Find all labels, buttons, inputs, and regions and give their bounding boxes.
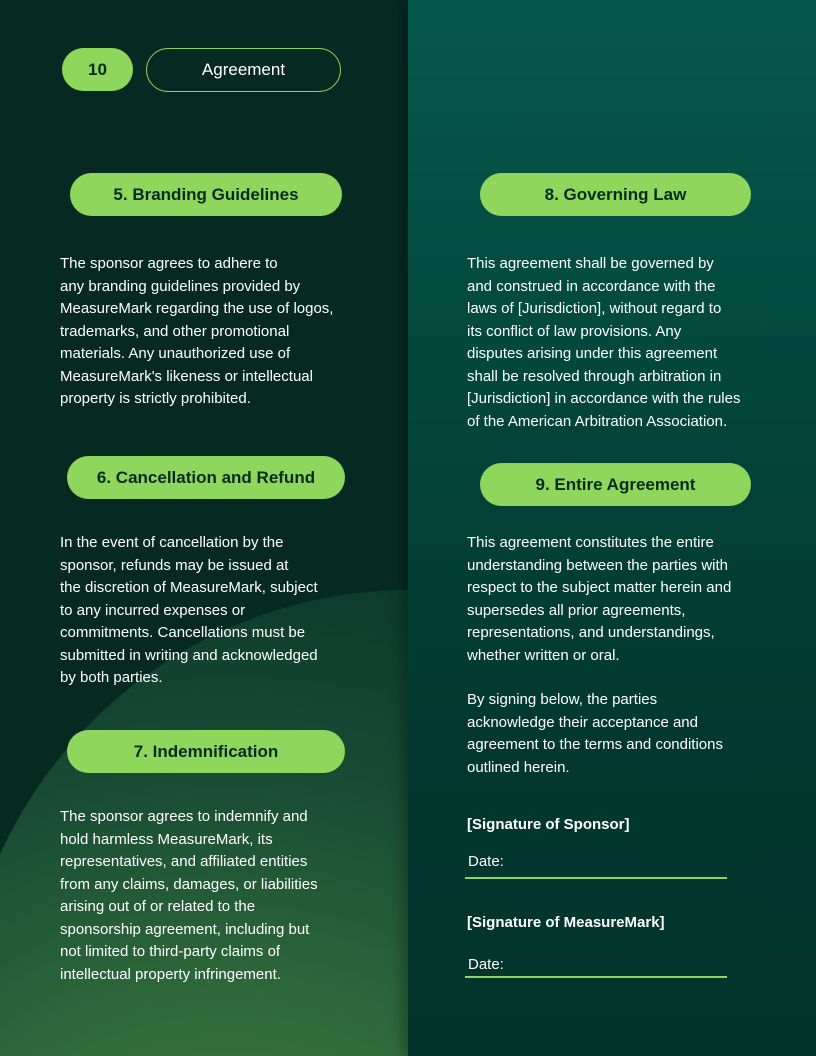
page-number-badge: 10 [62, 48, 133, 91]
section-8-body: This agreement shall be governed by and construed in accordance with the laws of [Jurisdiction], without regard to its conflict of law provisions. Any disputes arising under this agreement shall be resolved through arbitration in [Jurisdiction] in accordance with the rules of the American Arbitration Association. [467, 255, 741, 430]
sponsor-date-label: Date: [468, 853, 504, 870]
sponsor-signature-line [465, 877, 727, 879]
measuremark-signature-line [465, 976, 727, 978]
section-9-closing: By signing below, the parties acknowledge their acceptance and agreement to the terms and conditions outlined herein. [467, 691, 723, 776]
section-9-body: This agreement constitutes the entire understanding between the parties with respect to the subject matter herein and supersedes all prior agreements, representations, and understandings, whether written or oral. [467, 534, 732, 664]
section-6-body: In the event of cancellation by the sponsor, refunds may be issued at the discretion of MeasureMark, subject to any incurred expenses or commitments. Cancellations must be submitted in writing and acknowledged by both parties. [60, 534, 318, 686]
section-6-heading: 6. Cancellation and Refund [67, 456, 345, 499]
section-9-heading: 9. Entire Agreement [480, 463, 751, 506]
measuremark-signature-label: [Signature of MeasureMark] [467, 914, 665, 931]
section-7-body: The sponsor agrees to indemnify and hold harmless MeasureMark, its representatives, and affiliated entities from any claims, damages, or liabilities arising out of or related to the sponsorship agreement, including but not limited to third-party claims of intellectual property infringement. [60, 808, 318, 983]
section-5-body: The sponsor agrees to adhere to any branding guidelines provided by MeasureMark regarding the use of logos, trademarks, and other promotional materials. Any unauthorized use of MeasureMark's likeness or intellectual property is strictly prohibited. [60, 255, 334, 407]
sponsor-signature-label: [Signature of Sponsor] [467, 816, 630, 833]
section-8-heading: 8. Governing Law [480, 173, 751, 216]
page-label-badge: Agreement [146, 48, 341, 92]
section-7-heading: 7. Indemnification [67, 730, 345, 773]
measuremark-date-label: Date: [468, 956, 504, 973]
section-5-heading: 5. Branding Guidelines [70, 173, 342, 216]
right-panel [408, 0, 816, 1056]
